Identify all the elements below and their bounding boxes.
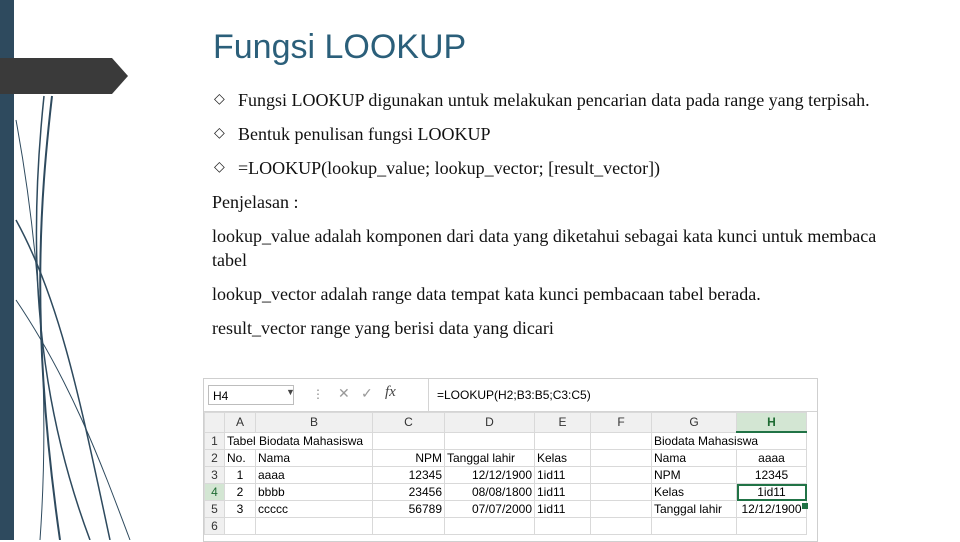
cell[interactable]: aaaa (737, 450, 807, 467)
cell[interactable]: 1id11 (535, 484, 591, 501)
table-row (205, 484, 807, 501)
cell[interactable]: Tabel Biodata Mahasiswa (225, 432, 373, 450)
column-header[interactable]: A (225, 413, 256, 433)
table-row (205, 467, 807, 484)
enter-check-icon[interactable]: ✓ (361, 385, 373, 401)
cell[interactable] (256, 518, 373, 535)
row-header[interactable]: 3 (205, 467, 225, 484)
cell[interactable] (591, 518, 652, 535)
cell[interactable]: ccccc (256, 501, 373, 518)
decorative-lines (0, 0, 140, 540)
fill-handle[interactable] (802, 503, 808, 509)
row-header[interactable]: 1 (205, 432, 225, 450)
bullet-item (212, 122, 892, 146)
cell[interactable]: Tanggal lahir (445, 450, 535, 467)
cancel-icon[interactable]: ✕ (338, 385, 350, 401)
table-row (205, 450, 807, 467)
bullet-text: Bentuk penulisan fungsi LOOKUP (238, 124, 491, 144)
cell[interactable] (445, 432, 535, 450)
more-options-icon: ⋮ (312, 387, 324, 401)
excel-screenshot (203, 378, 818, 542)
bullet-item (212, 88, 892, 112)
cell[interactable]: NPM (652, 467, 737, 484)
paragraph: lookup_value adalah komponen dari data yang diketahui sebagai kata kunci untuk membaca tabel (212, 226, 877, 270)
cell[interactable]: 3 (225, 501, 256, 518)
cell[interactable]: 08/08/1800 (445, 484, 535, 501)
cell[interactable]: 12345 (373, 467, 445, 484)
formula-input[interactable]: =LOOKUP(H2;B3:B5;C3:C5) (428, 379, 817, 411)
cell[interactable]: Biodata Mahasiswa (652, 432, 807, 450)
cell[interactable]: 23456 (373, 484, 445, 501)
bullet-text: Fungsi LOOKUP digunakan untuk melakukan pencarian data pada range yang terpisah. (238, 90, 870, 110)
active-cell[interactable]: 1id11 (737, 484, 807, 501)
cell[interactable]: 1id11 (535, 501, 591, 518)
cell[interactable]: 12/12/1900 (737, 501, 807, 518)
cell[interactable] (535, 432, 591, 450)
cell[interactable]: Kelas (535, 450, 591, 467)
cell[interactable]: No. (225, 450, 256, 467)
cell[interactable] (591, 484, 652, 501)
row-header[interactable]: 6 (205, 518, 225, 535)
cell[interactable]: 12/12/1900 (445, 467, 535, 484)
slide-content (212, 88, 892, 350)
cell[interactable]: aaaa (256, 467, 373, 484)
cell[interactable] (591, 467, 652, 484)
cell[interactable] (652, 518, 737, 535)
cell[interactable]: 2 (225, 484, 256, 501)
column-header[interactable]: C (373, 413, 445, 433)
cell[interactable] (737, 518, 807, 535)
table-row (205, 501, 807, 518)
paragraph: Penjelasan : (212, 192, 299, 212)
cell[interactable] (591, 432, 652, 450)
column-header[interactable]: E (535, 413, 591, 433)
spreadsheet-grid (204, 412, 807, 535)
cell[interactable] (591, 450, 652, 467)
column-header[interactable]: D (445, 413, 535, 433)
bullet-text: =LOOKUP(lookup_value; lookup_vector; [result_vector]) (238, 158, 661, 178)
paragraph: result_vector range yang berisi data yang dicari (212, 318, 554, 338)
cell[interactable]: Kelas (652, 484, 737, 501)
cell[interactable]: Tanggal lahir (652, 501, 737, 518)
cell[interactable]: 1 (225, 467, 256, 484)
diamond-bullet-icon: ◇ (214, 126, 225, 141)
slide-title: Fungsi LOOKUP (213, 28, 467, 66)
cell[interactable]: bbbb (256, 484, 373, 501)
bullet-item (212, 156, 892, 180)
insert-function-icon[interactable]: fx (385, 384, 396, 400)
cell[interactable] (225, 518, 256, 535)
title-arrow-shape (0, 58, 128, 94)
column-header[interactable]: F (591, 413, 652, 433)
row-header-selected[interactable]: 4 (205, 484, 225, 501)
table-row (205, 432, 807, 450)
select-all-corner[interactable] (205, 413, 225, 433)
cell[interactable]: NPM (373, 450, 445, 467)
table-row (205, 518, 807, 535)
paragraph: lookup_vector adalah range data tempat kata kunci pembacaan tabel berada. (212, 284, 761, 304)
cell[interactable]: 1id11 (535, 467, 591, 484)
cell[interactable] (535, 518, 591, 535)
name-box[interactable]: H4 (208, 385, 294, 405)
cell[interactable] (591, 501, 652, 518)
formula-bar (204, 379, 817, 412)
cell[interactable] (445, 518, 535, 535)
cell[interactable]: 12345 (737, 467, 807, 484)
column-header[interactable]: G (652, 413, 737, 433)
column-header-selected[interactable]: H (737, 413, 807, 433)
cell[interactable] (373, 518, 445, 535)
diamond-bullet-icon: ◇ (214, 160, 225, 175)
column-header[interactable]: B (256, 413, 373, 433)
cell[interactable]: Nama (652, 450, 737, 467)
row-header[interactable]: 5 (205, 501, 225, 518)
cell[interactable]: 07/07/2000 (445, 501, 535, 518)
cell[interactable] (373, 432, 445, 450)
cell[interactable]: 56789 (373, 501, 445, 518)
cell[interactable]: Nama (256, 450, 373, 467)
chevron-down-icon[interactable]: ▼ (286, 387, 295, 397)
row-header[interactable]: 2 (205, 450, 225, 467)
diamond-bullet-icon: ◇ (214, 92, 225, 107)
